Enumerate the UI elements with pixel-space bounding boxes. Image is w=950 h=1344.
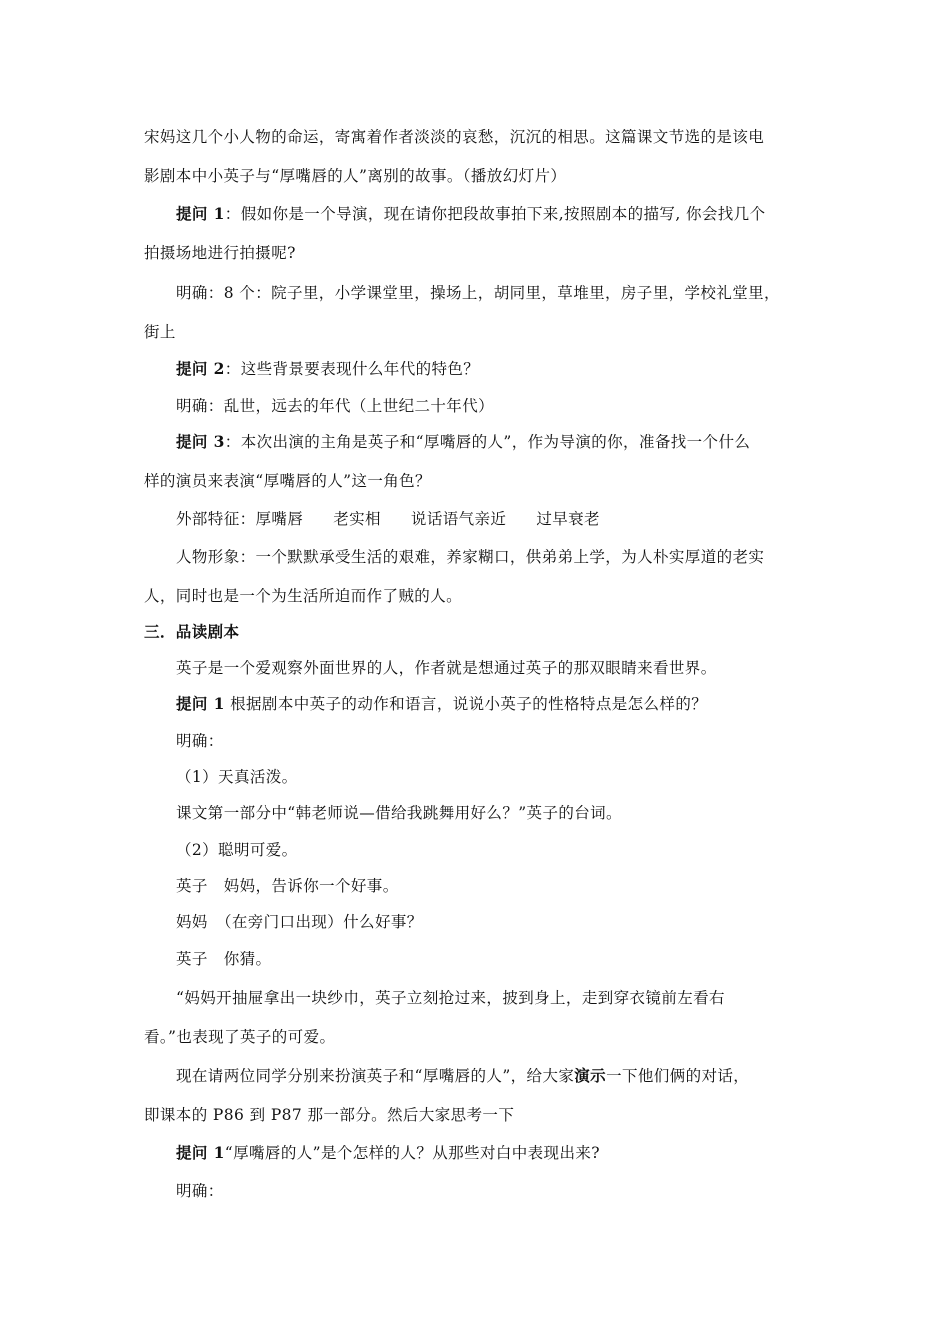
dialogue-line: 英子 妈妈，告诉你一个好事。 [176,877,399,895]
answer-line: 明确： [176,732,224,750]
answer-line: 明确： [176,1182,224,1200]
paragraph-line: 样的演员来表演“厚嘴唇的人”这一角色？ [144,472,431,490]
feature-item: 厚嘴唇 [255,510,304,528]
paragraph-line: 影剧本中小英子与“厚嘴唇的人”离别的故事。（播放幻灯片） [144,167,567,185]
question-line [176,204,765,224]
paragraph-line: 人物形象：一个默默承受生活的艰难，养家糊口，供弟弟上学，为人朴实厚道的老实 [176,548,765,566]
paragraph-line: 人，同时也是一个为生活所迫而作了贼的人。 [144,587,463,605]
question-line [176,359,479,379]
dialogue-line: 英子 你猜。 [176,950,272,968]
question-text: ：假如你是一个导演，现在请你把段故事拍下来,按照剧本的描写, 你会找几个 [224,205,766,223]
paragraph-line: 课文第一部分中“韩老师说—借给我跳舞用好么？”英子的台词。 [176,804,622,822]
paragraph-line: 拍摄场地进行拍摄呢? [144,244,296,262]
answer-line: 明确：乱世，远去的年代（上世纪二十年代） [176,397,495,415]
paragraph-line: “妈妈开抽屉拿出一块纱巾，英子立刻抢过来，披到身上，走到穿衣镜前左看右 [176,989,725,1007]
dialogue-line: 妈妈 （在旁门口出现）什么好事？ [176,913,423,931]
features-line [176,509,600,529]
paragraph-line: 现在请两位同学分别来扮演英子和“厚嘴唇的人”，给大家演示一下他们俩的对话， [176,1066,750,1085]
question-text: ：本次出演的主角是英子和“厚嘴唇的人”，作为导演的你，准备找一个什么 [224,433,751,451]
question-text: “厚嘴唇的人”是个怎样的人？从那些对白中表现出来? [224,1144,600,1162]
question-text: ：这些背景要表现什么年代的特色？ [224,360,480,378]
question-label: 提问 1 [176,204,225,223]
question-label: 提问 1 [176,1143,225,1162]
list-item: （1）天真活泼。 [176,768,298,786]
question-line [176,432,750,452]
feature-item: 过早衰老 [536,510,600,528]
question-label: 提问 2 [176,359,225,378]
features-label: 外部特征： [176,510,256,528]
paragraph-line: 街上 [144,323,176,341]
emphasis-text: 演示 [574,1066,607,1085]
paragraph-line: 宋妈这几个小人物的命运，寄寓着作者淡淡的哀愁，沉沉的相思。这篇课文节选的是该电 [144,128,765,146]
question-label: 提问 3 [176,432,225,451]
paragraph-line: 即课本的 P86 到 P87 那一部分。然后大家思考一下 [144,1106,515,1124]
section-heading: 三．品读剧本 [144,622,240,641]
feature-item: 老实相 [333,510,381,528]
feature-item: 说话语气亲近 [410,510,507,528]
paragraph-line: 英子是一个爱观察外面世界的人，作者就是想通过英子的那双眼睛来看世界。 [176,659,717,677]
paragraph-line: 看。”也表现了英子的可爱。 [144,1028,336,1046]
answer-line: 明确：8 个：院子里，小学课堂里，操场上，胡同里，草堆里，房子里，学校礼堂里， [176,284,780,302]
question-label: 提问 1 [176,694,225,713]
question-line [176,694,707,714]
list-item: （2）聪明可爱。 [176,841,298,859]
question-line [176,1143,600,1163]
question-text: 根据剧本中英子的动作和语言，说说小英子的性格特点是怎么样的？ [224,695,708,713]
